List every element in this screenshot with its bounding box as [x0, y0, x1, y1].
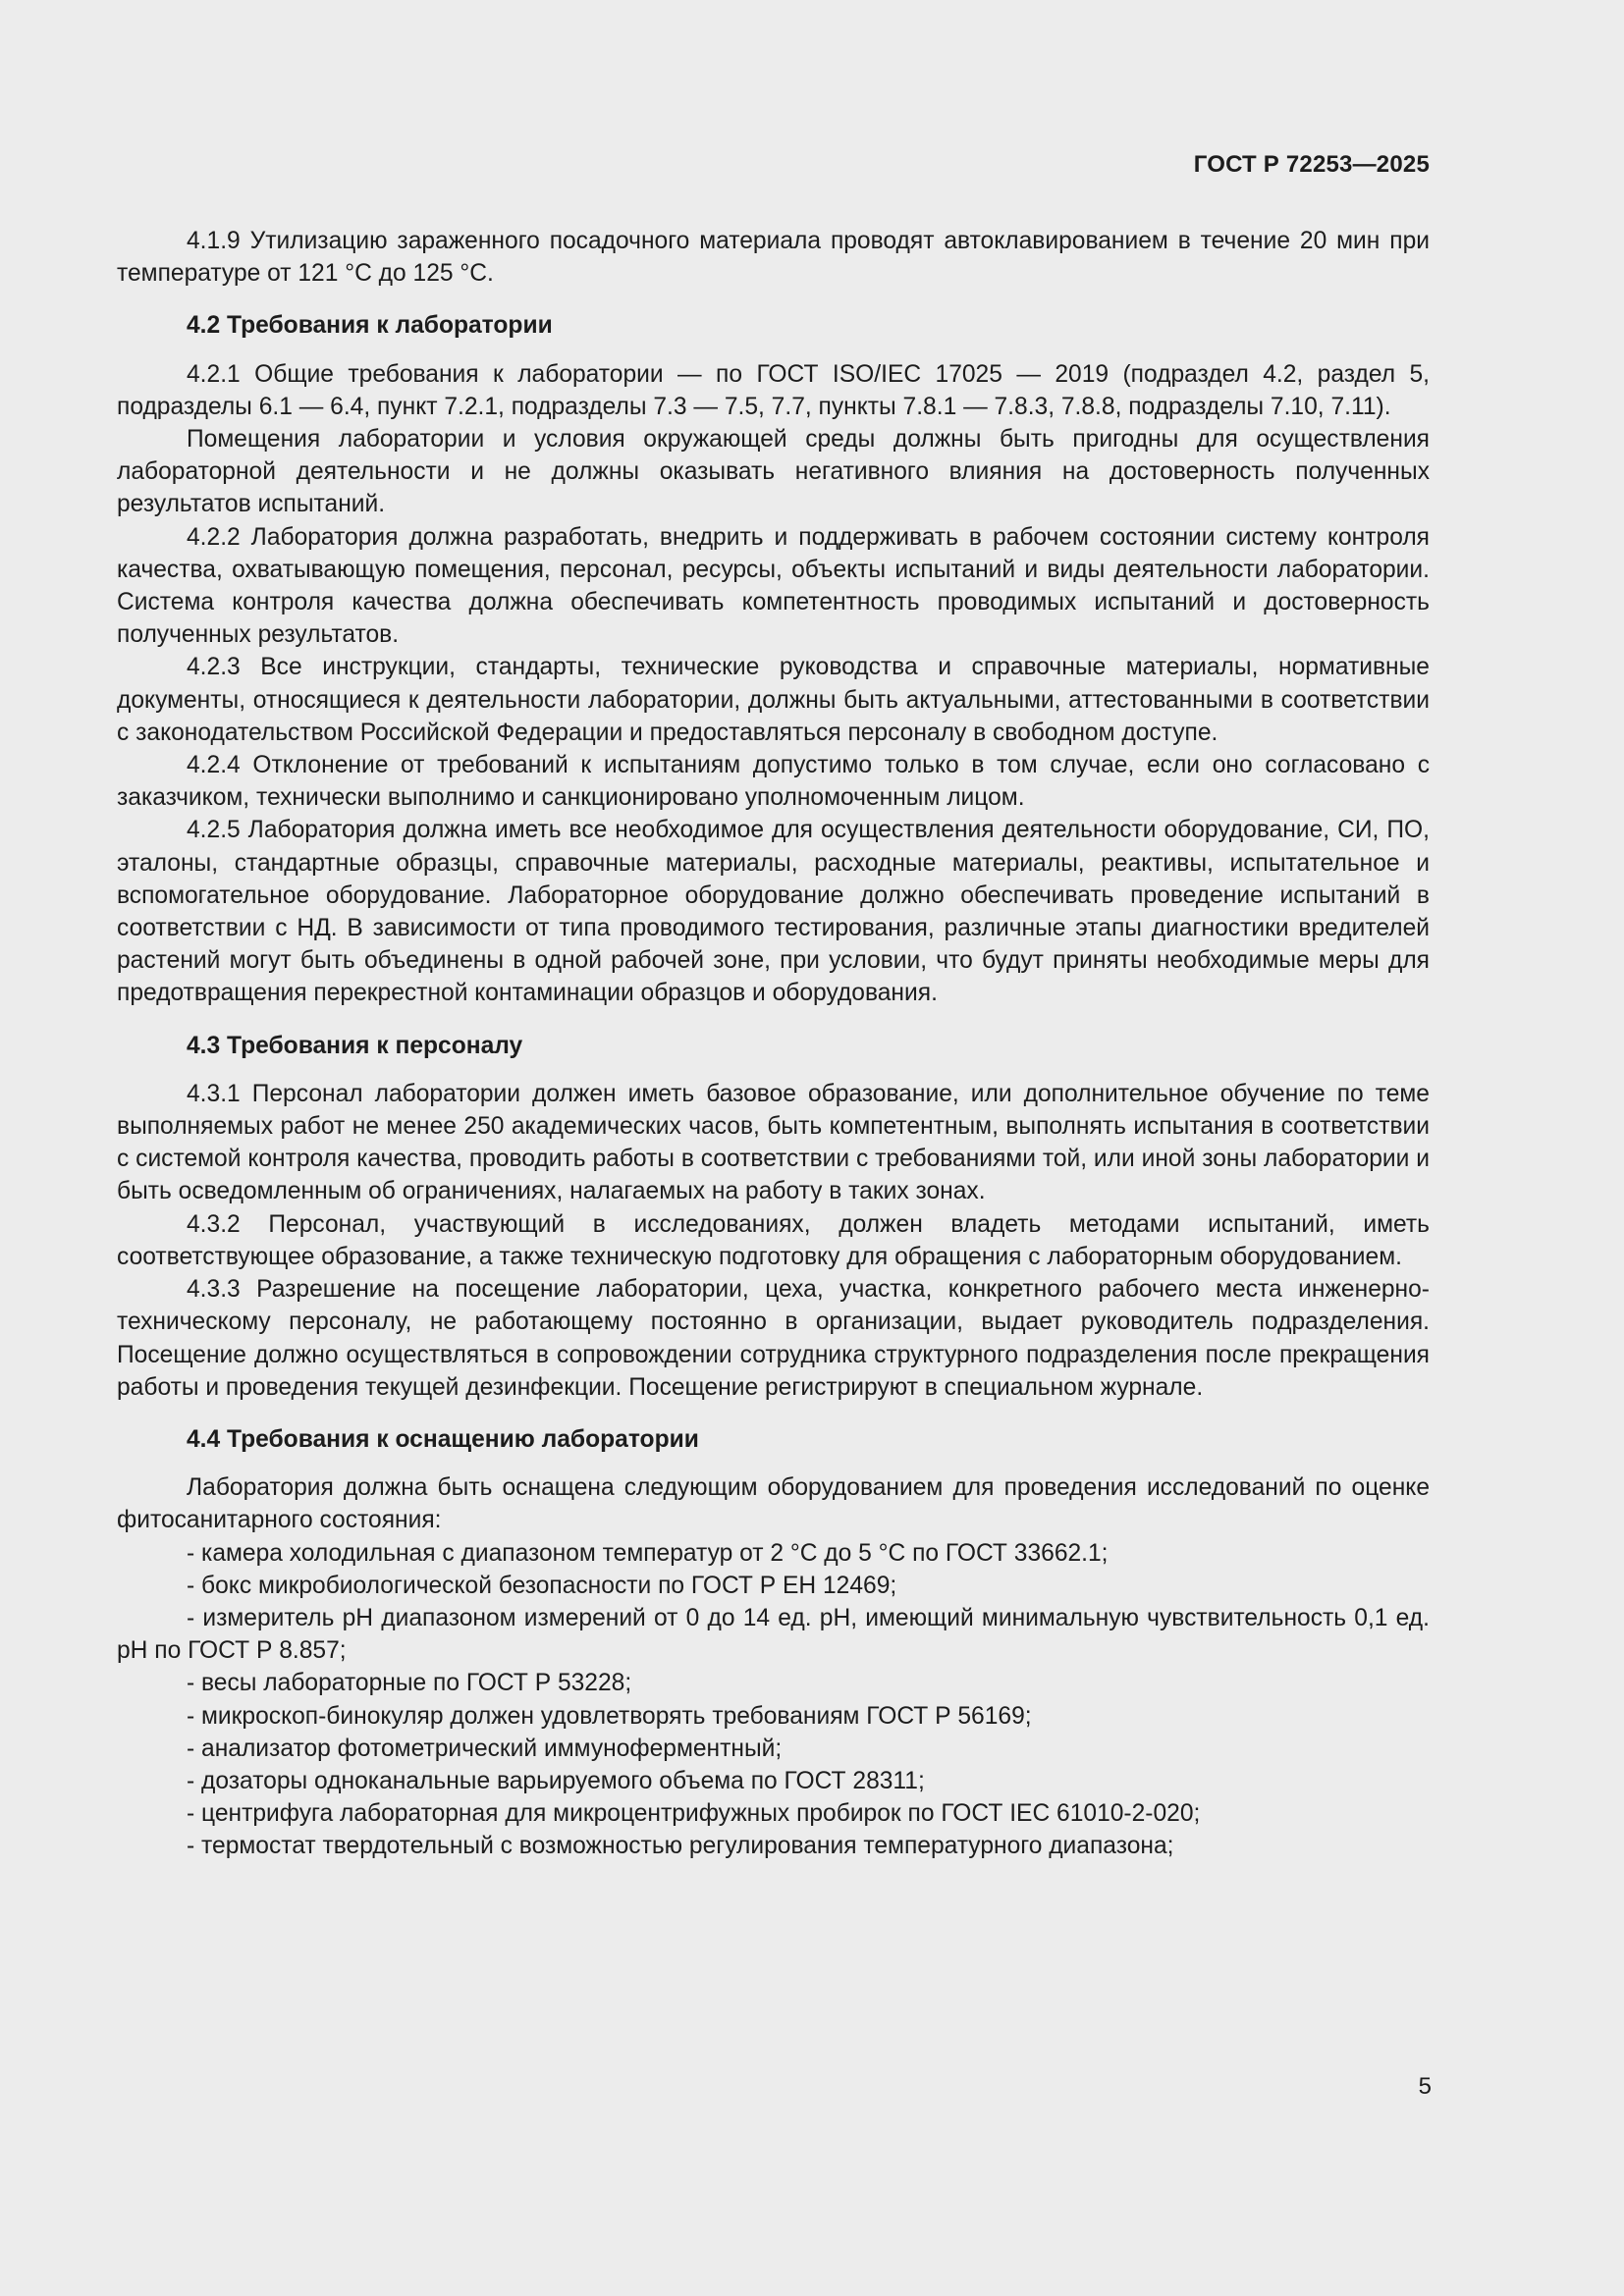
- equipment-list-item: - камера холодильная с диапазоном температур от 2 °С до 5 °С по ГОСТ 33662.1;: [187, 1539, 1109, 1567]
- equipment-list-item: - анализатор фотометрический иммуноферментный;: [187, 1735, 783, 1762]
- paragraph-4-2-1-premises: Помещения лаборатории и условия окружающей среды должны быть пригодны для осуществления лабораторной деятельности и не должны оказывать негативного влияния на достоверность полученных результатов испытаний.: [117, 426, 1430, 518]
- equipment-list: [117, 1537, 1430, 1863]
- paragraph-4-3-1: 4.3.1 Персонал лаборатории должен иметь базовое образование, или дополнительное обучение по теме выполняемых работ не менее 250 академических часов, быть компетентным, выполнять испытания в соответствии с системой контроля качества, проводить работы в соответствии с требованиями той, или иной зоны лаборатории и быть осведомленным об ограничениях, налагаемых на работу в таких зонах.: [117, 1080, 1430, 1205]
- equipment-list-item: - центрифуга лабораторная для микроцентрифужных пробирок по ГОСТ IEC 61010-2-020;: [187, 1800, 1201, 1828]
- paragraph-4-3-2: 4.3.2 Персонал, участвующий в исследованиях, должен владеть методами испытаний, иметь соответствующее образование, а также техническую подготовку для обращения с лабораторным оборудованием.: [117, 1210, 1430, 1270]
- equipment-list-item: - бокс микробиологической безопасности по ГОСТ Р ЕН 12469;: [187, 1572, 897, 1599]
- paragraph-4-2-2: 4.2.2 Лаборатория должна разработать, внедрить и поддерживать в рабочем состоянии систему контроля качества, охватывающую помещения, персонал, ресурсы, объекты испытаний и виды деятельности лаборатории. Система контроля качества должна обеспечивать компетентность проводимых испытаний и достоверность полученных результатов.: [117, 523, 1430, 649]
- paragraph-4-3-3: 4.3.3 Разрешение на посещение лаборатории, цеха, участка, конкретного рабочего места инженерно-техническому персоналу, не работающему постоянно в организации, выдает руководитель подразделения. Посещение должно осуществляться в сопровождении сотрудника структурного подразделения после прекращения работы и проведения текущей дезинфекции. Посещение регистрируют в специальном журнале.: [117, 1276, 1430, 1401]
- paragraph-4-1-9: 4.1.9 Утилизацию зараженного посадочного материала проводят автоклавированием в течение 20 мин при температуре от 121 °С до 125 °С.: [117, 228, 1430, 288]
- paragraph-4-2-5: 4.2.5 Лаборатория должна иметь все необходимое для осуществления деятельности оборудование, СИ, ПО, эталоны, стандартные образцы, справочные материалы, расходные материалы, реактивы, испытательное и вспомогательное оборудование. Лабораторное оборудование должно обеспечивать проведение испытаний в соответствии с НД. В зависимости от типа проводимого тестирования, различные этапы диагностики вредителей растений могут быть объединены в одной рабочей зоне, при условии, что будут приняты необходимые меры для предотвращения перекрестной контаминации образцов и оборудования.: [117, 817, 1430, 1007]
- section-heading-4-4: 4.4 Требования к оснащению лаборатории: [187, 1425, 699, 1453]
- equipment-list-item: - дозаторы одноканальные варьируемого объема по ГОСТ 28311;: [187, 1767, 925, 1794]
- page-number: 5: [1418, 2073, 1432, 2100]
- paragraph-4-2-3: 4.2.3 Все инструкции, стандарты, технические руководства и справочные материалы, нормативные документы, относящиеся к деятельности лаборатории, должны быть актуальными, аттестованными в соответствии с законодательством Российской Федерации и предоставляться персоналу в свободном доступе.: [117, 654, 1430, 746]
- equipment-list-item: - измеритель pH диапазоном измерений от 0 до 14 ед. pH, имеющий минимальную чувствительность 0,1 ед. pH по ГОСТ Р 8.857;: [117, 1604, 1430, 1665]
- paragraph-4-2-1: 4.2.1 Общие требования к лаборатории — по ГОСТ ISO/IEC 17025 — 2019 (подраздел 4.2, раздел 5, подразделы 6.1 — 6.4, пункт 7.2.1, подразделы 7.3 — 7.5, 7.7, пункты 7.8.1 — 7.8.3, 7.8.8, подразделы 7.10, 7.11).: [117, 360, 1430, 420]
- equipment-list-item: - микроскоп-бинокуляр должен удовлетворять требованиям ГОСТ Р 56169;: [187, 1702, 1032, 1730]
- equipment-list-item: - весы лабораторные по ГОСТ Р 53228;: [187, 1670, 632, 1697]
- document-code: ГОСТ Р 72253—2025: [1193, 151, 1430, 178]
- section-heading-4-2: 4.2 Требования к лаборатории: [187, 312, 553, 340]
- equipment-list-item: - термостат твердотельный с возможностью регулирования температурного диапазона;: [187, 1833, 1174, 1860]
- paragraph-4-4-intro: Лаборатория должна быть оснащена следующим оборудованием для проведения исследований по оценке фитосанитарного состояния:: [117, 1474, 1430, 1534]
- document-body: [117, 225, 1430, 1863]
- section-heading-4-3: 4.3 Требования к персоналу: [187, 1032, 523, 1059]
- paragraph-4-2-4: 4.2.4 Отклонение от требований к испытаниям допустимо только в том случае, если оно согласовано с заказчиком, технически выполнимо и санкционировано уполномоченным лицом.: [117, 752, 1430, 812]
